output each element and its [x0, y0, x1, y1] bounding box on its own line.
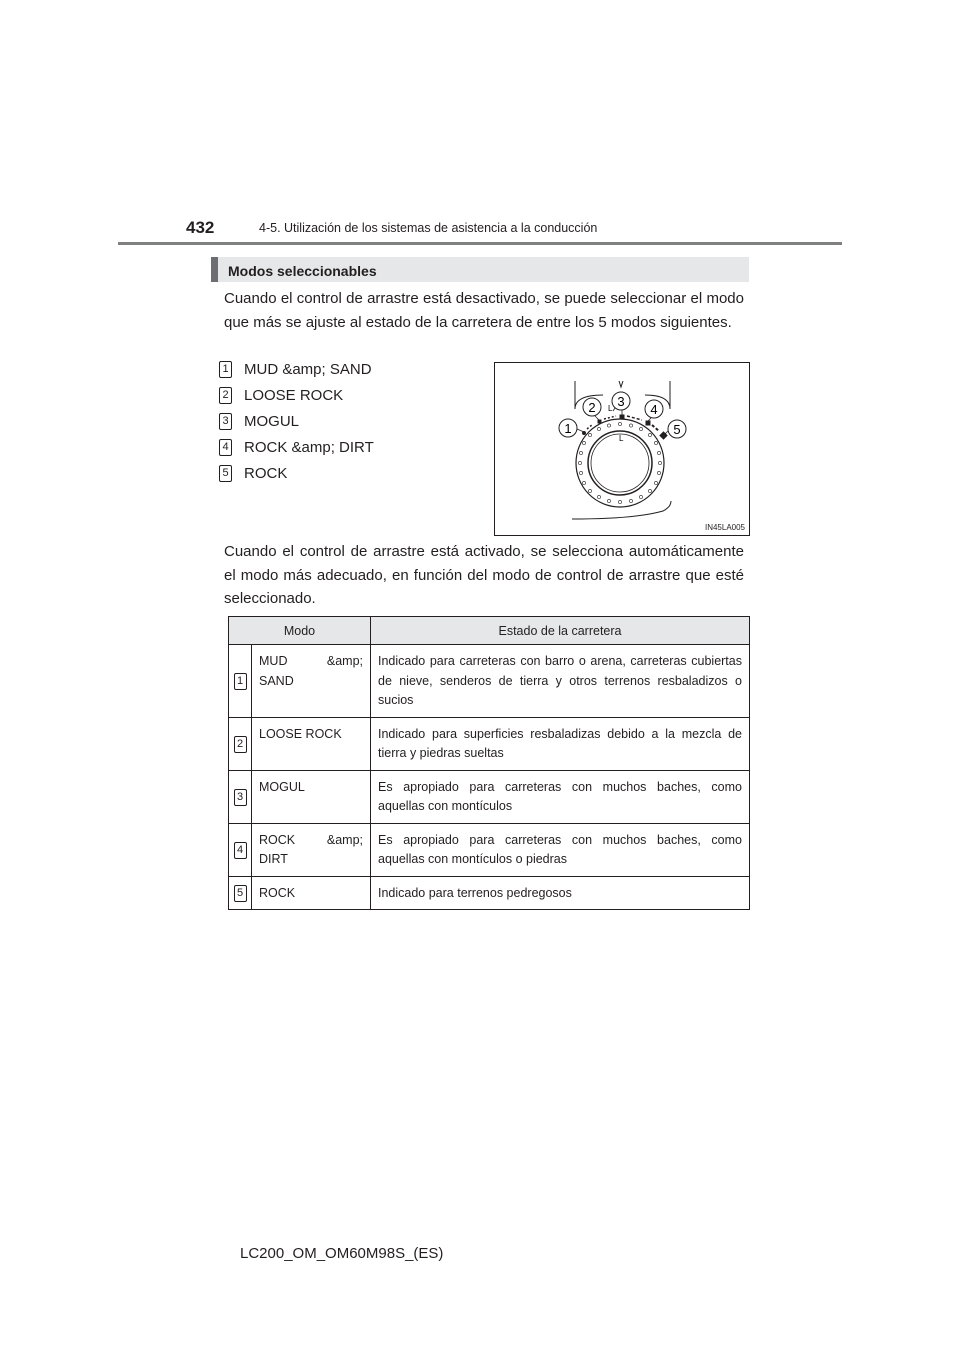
- svg-text:4: 4: [650, 402, 658, 417]
- mode-dial-drawing: [495, 363, 751, 537]
- page-number: 432: [186, 218, 215, 237]
- section-path: 4-5. Utilización de los sistemas de asistencia a la conducción: [259, 221, 598, 235]
- mode-label: ROCK &amp; DIRT: [244, 438, 374, 456]
- dial-mark: L: [608, 404, 613, 413]
- mode-cell: LOOSE ROCK: [252, 717, 371, 770]
- svg-text:1: 1: [564, 421, 572, 436]
- row-number-cell: [229, 717, 252, 770]
- callout-2: [583, 398, 601, 420]
- mode-cell: ROCK: [252, 876, 371, 910]
- number-badge: 2: [219, 387, 232, 404]
- row-number-cell: [229, 823, 252, 876]
- number-badge: 3: [234, 789, 247, 806]
- auto-mode-paragraph: Cuando el control de arrastre está activado, se selecciona automáticamente el modo más adecuado, en función del modo de control de arrastre que esté seleccionado.: [224, 543, 744, 607]
- number-badge: 5: [234, 885, 247, 902]
- column-header-mode: Modo: [229, 617, 371, 645]
- number-badge: 1: [234, 673, 247, 690]
- table-row: [229, 717, 750, 770]
- column-header-road-state: Estado de la carretera: [371, 617, 750, 645]
- table-row: [229, 876, 750, 910]
- section-heading: Modos seleccionables: [211, 257, 749, 282]
- description-cell: Indicado para carreteras con barro o arena, carreteras cubiertas de nieve, senderos de tierra y otros terrenos resbaladizos o sucios: [371, 645, 750, 718]
- row-number-cell: [229, 876, 252, 910]
- callout-1: [559, 419, 584, 437]
- number-badge: 1: [219, 361, 232, 378]
- svg-text:3: 3: [617, 394, 625, 409]
- mode-label: MOGUL: [244, 412, 300, 430]
- mode-label: MUD &amp; SAND: [244, 361, 372, 379]
- intro-paragraph: Cuando el control de arrastre está desactivado, se puede seleccionar el modo que más se ajuste al estado de la carretera de entre los 5 modos siguientes.: [224, 290, 744, 331]
- list-item: [219, 460, 374, 486]
- callout-5: [665, 420, 686, 438]
- number-badge: 4: [219, 439, 232, 456]
- list-item: [219, 434, 374, 460]
- row-number-cell: [229, 645, 252, 718]
- dial-illustration: [494, 362, 750, 536]
- dial-mark: L: [619, 434, 624, 443]
- callout-4: [645, 400, 663, 421]
- mode-cell: MOGUL: [252, 770, 371, 823]
- table-row: [229, 770, 750, 823]
- number-badge: 5: [219, 465, 232, 482]
- description-cell: Es apropiado para carreteras con muchos baches, como aquellas con montículos o piedras: [371, 823, 750, 876]
- number-badge: 2: [234, 736, 247, 753]
- mode-cell: ROCK &amp; DIRT: [252, 823, 371, 876]
- modes-table: [228, 616, 750, 910]
- header-rule: [118, 242, 842, 245]
- mode-cell: MUD &amp; SAND: [252, 645, 371, 718]
- mode-label: LOOSE ROCK: [244, 387, 344, 405]
- description-cell: Indicado para terrenos pedregosos: [371, 876, 750, 910]
- row-number-cell: [229, 770, 252, 823]
- description-cell: Es apropiado para carreteras con muchos baches, como aquellas con montículos: [371, 770, 750, 823]
- list-item: [219, 409, 374, 435]
- mode-label: ROCK: [244, 464, 288, 482]
- footer-document-code: LC200_OM_OM60M98S_(ES): [240, 1245, 444, 1262]
- mode-list: [219, 357, 374, 486]
- number-badge: 4: [234, 842, 247, 859]
- svg-text:5: 5: [673, 422, 681, 437]
- svg-text:2: 2: [588, 400, 596, 415]
- figure-code: IN45LA005: [704, 523, 745, 532]
- description-cell: Indicado para superficies resbaladizas debido a la mezcla de tierra y piedras sueltas: [371, 717, 750, 770]
- number-badge: 3: [219, 413, 232, 430]
- table-header-row: [229, 617, 750, 645]
- table-row: [229, 823, 750, 876]
- list-item: [219, 383, 374, 409]
- list-item: [219, 357, 374, 383]
- callout-3: [612, 392, 630, 415]
- table-row: [229, 645, 750, 718]
